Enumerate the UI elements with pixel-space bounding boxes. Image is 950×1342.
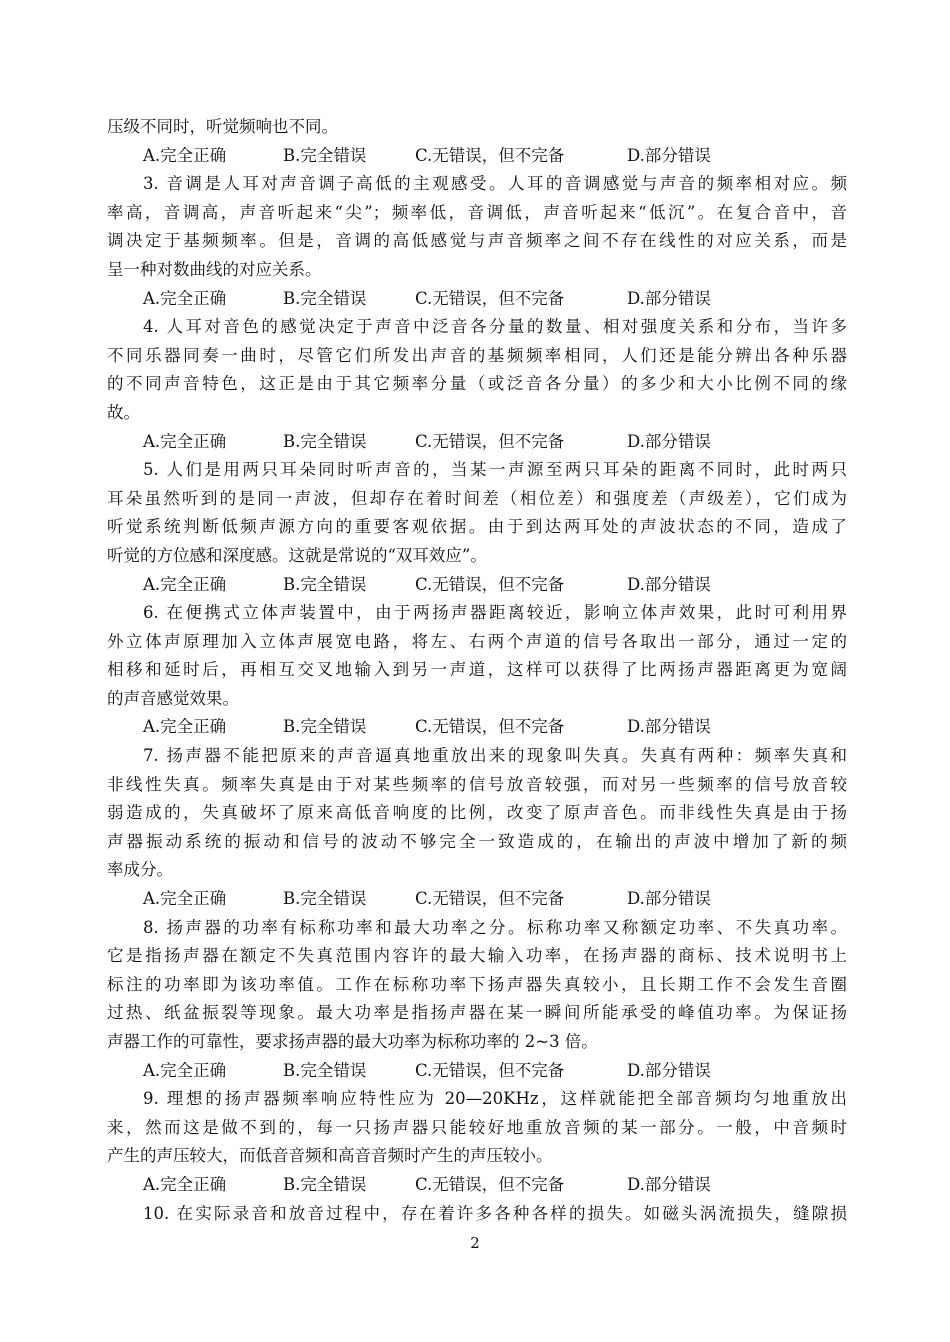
option-a: A.完全正确 — [143, 288, 227, 308]
question-5-line: 耳朵虽然听到的是同一声波，但却存在着时间差（相位差）和强度差（声级差），它们成为 — [107, 488, 847, 508]
question-4-line: 4. 人耳对音色的感觉决定于声音中泛音各分量的数量、相对强度关系和分布，当许多 — [143, 317, 847, 337]
question-9-line: 9. 理想的扬声器频率响应特性应为 20—20KHz，这样就能把全部音频均匀地重放出 — [143, 1089, 847, 1109]
question-9-line: 产生的声压较大，而低音音频和高音音频时产生的声压较小。 — [107, 1146, 553, 1166]
option-b: B.完全错误 — [283, 145, 367, 165]
option-b: B.完全错误 — [283, 889, 367, 909]
answer-options — [107, 428, 847, 457]
option-a: A.完全正确 — [143, 145, 227, 165]
question-4-line: 的不同声音特色，这正是由于其它频率分量（或泛音各分量）的多少和大小比例不同的缘 — [107, 374, 847, 394]
question-7-line: 非线性失真。频率失真是由于对某些频率的信号放音较强，而对另一些频率的信号放音较 — [107, 774, 847, 794]
option-b: B.完全错误 — [283, 1174, 367, 1194]
question-5-line: 5. 人们是用两只耳朵同时听声音的，当某一声源至两只耳朵的距离不同时，此时两只 — [143, 460, 847, 480]
question-7-line: 弱造成的，失真破坏了原来高低音响度的比例，改变了原声音色。而非线性失真是由于扬 — [107, 803, 847, 823]
question-6-line: 的声音感觉效果。 — [107, 688, 239, 708]
question-5-line: 听觉的方位感和深度感。这就是常说的“双耳效应”。 — [107, 545, 487, 565]
answer-options — [107, 1057, 847, 1086]
answer-options — [107, 713, 847, 742]
question-7-line: 率成分。 — [107, 860, 173, 880]
option-a: A.完全正确 — [143, 1174, 227, 1194]
option-a: A.完全正确 — [143, 1060, 227, 1080]
option-d: D.部分错误 — [627, 145, 711, 165]
question-6-line: 外立体声原理加入立体声展宽电路，将左、右两个声道的信号各取出一部分，通过一定的 — [107, 631, 847, 651]
option-c: C.无错误，但不完备 — [415, 288, 565, 308]
option-c: C.无错误，但不完备 — [415, 889, 565, 909]
answer-options — [107, 142, 847, 171]
option-a: A.完全正确 — [143, 717, 227, 737]
option-c: C.无错误，但不完备 — [415, 145, 565, 165]
option-a: A.完全正确 — [143, 889, 227, 909]
answer-options — [107, 571, 847, 600]
option-b: B.完全错误 — [283, 717, 367, 737]
answer-options — [107, 885, 847, 914]
page-number: 2 — [470, 1234, 480, 1252]
option-c: C.无错误，但不完备 — [415, 431, 565, 451]
option-d: D.部分错误 — [627, 288, 711, 308]
option-d: D.部分错误 — [627, 889, 711, 909]
option-a: A.完全正确 — [143, 574, 227, 594]
option-d: D.部分错误 — [627, 717, 711, 737]
option-c: C.无错误，但不完备 — [415, 1060, 565, 1080]
question-8-line: 标注的功率即为该功率值。工作在标称功率下扬声器失真较小，且长期工作不会发生音圈 — [107, 974, 847, 994]
option-c: C.无错误，但不完备 — [415, 574, 565, 594]
question-7-line: 7. 扬声器不能把原来的声音逼真地重放出来的现象叫失真。失真有两种：频率失真和 — [143, 746, 847, 766]
option-d: D.部分错误 — [627, 1174, 711, 1194]
question-7-line: 声器振动系统的振动和信号的波动不够完全一致造成的，在输出的声波中增加了新的频 — [107, 831, 847, 851]
question-10-line: 10. 在实际录音和放音过程中，存在着许多各种各样的损失。如磁头涡流损失，缝隙损 — [143, 1203, 847, 1223]
question-6-line: 相移和延时后，再相互交叉地输入到另一声道，这样可以获得了比两扬声器距离更为宽阔 — [107, 660, 847, 680]
question-6-line: 6. 在便携式立体声装置中，由于两扬声器距离较近，影响立体声效果，此时可利用界 — [143, 603, 847, 623]
question-5-line: 听觉系统判断低频声源方向的重要客观依据。由于到达两耳处的声波状态的不同，造成了 — [107, 517, 847, 537]
question-4-line: 故。 — [107, 402, 140, 422]
option-d: D.部分错误 — [627, 574, 711, 594]
page-content — [107, 113, 847, 1228]
option-d: D.部分错误 — [627, 431, 711, 451]
answer-options — [107, 285, 847, 314]
question-8-line: 声器工作的可靠性，要求扬声器的最大功率为标称功率的 2~3 倍。 — [107, 1032, 598, 1051]
option-b: B.完全错误 — [283, 1060, 367, 1080]
option-c: C.无错误，但不完备 — [415, 1174, 565, 1194]
option-b: B.完全错误 — [283, 431, 367, 451]
question-9-line: 来，然而这是做不到的，每一只扬声器只能较好地重放音频的某一部分。一般，中音频时 — [107, 1117, 847, 1137]
question-3-line: 3. 音调是人耳对声音调子高低的主观感受。人耳的音调感觉与声音的频率相对应。频 — [143, 174, 847, 194]
question-4-line: 不同乐器同奏一曲时，尽管它们所发出声音的基频频率相同，人们还是能分辨出各种乐器 — [107, 345, 847, 365]
question-8-line: 8. 扬声器的功率有标称功率和最大功率之分。标称功率又称额定功率、不失真功率。 — [143, 917, 847, 937]
option-c: C.无错误，但不完备 — [415, 717, 565, 737]
question-8-line: 过热、纸盆振裂等现象。最大功率是指扬声器在某一瞬间所能承受的峰值功率。为保证扬 — [107, 1003, 847, 1023]
option-a: A.完全正确 — [143, 431, 227, 451]
question-3-line: 调决定于基频频率。但是，音调的高低感觉与声音频率之间不存在线性的对应关系，而是 — [107, 231, 847, 251]
question-3-line: 呈一种对数曲线的对应关系。 — [107, 259, 322, 279]
text-line: 压级不同时，听觉频响也不同。 — [107, 117, 338, 136]
question-3-line: 率高，音调高，声音听起来“尖”；频率低，音调低，声音听起来“低沉”。在复合音中，音 — [107, 202, 847, 222]
option-b: B.完全错误 — [283, 288, 367, 308]
answer-options — [107, 1171, 847, 1200]
option-d: D.部分错误 — [627, 1060, 711, 1080]
question-8-line: 它是指扬声器在额定不失真范围内容许的最大输入功率，在扬声器的商标、技术说明书上 — [107, 946, 847, 966]
option-b: B.完全错误 — [283, 574, 367, 594]
